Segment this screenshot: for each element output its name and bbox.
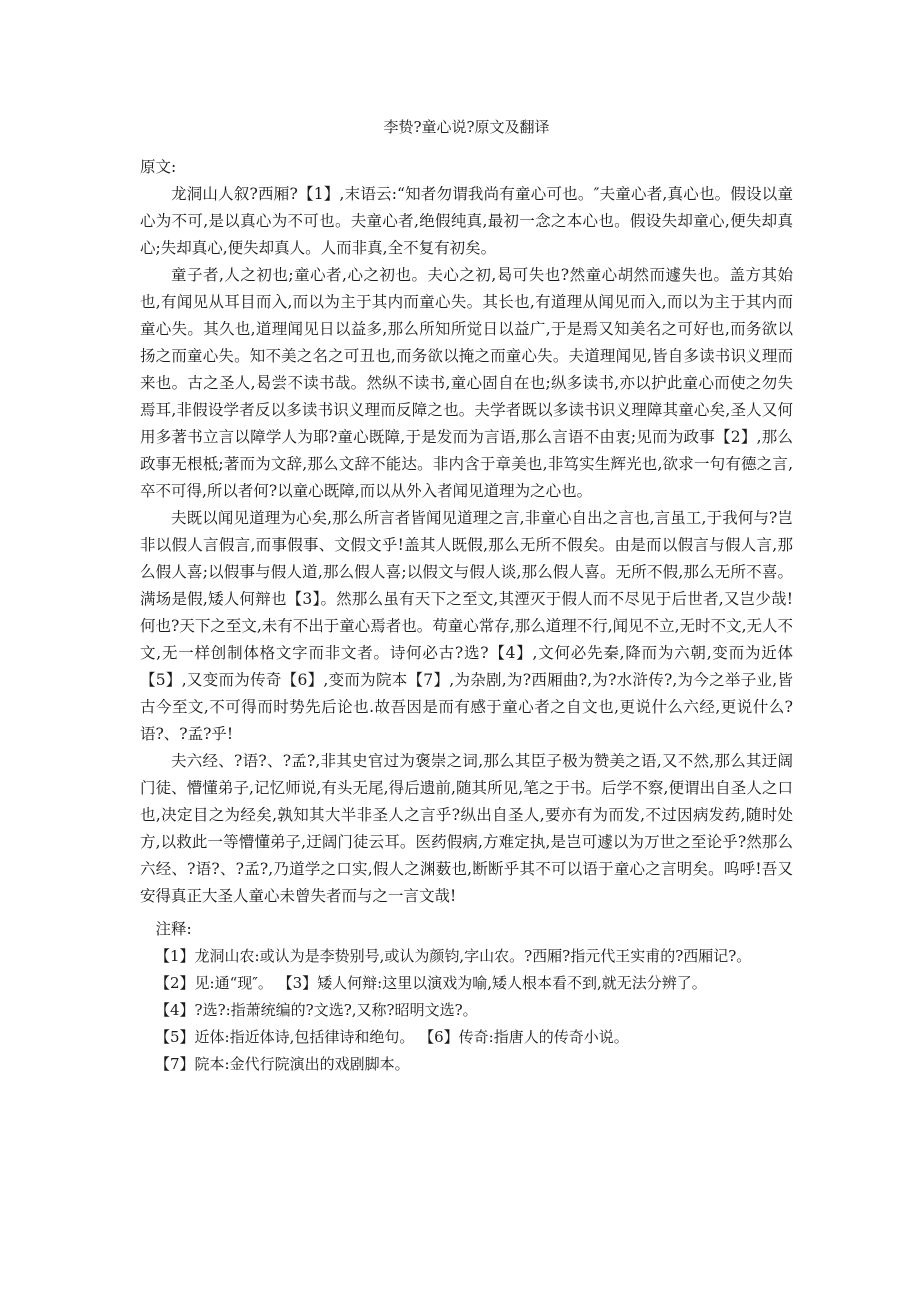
- paragraph-2: 童子者,人之初也;童心者,心之初也。夫心之初,曷可失也?然童心胡然而遽失也。盖方其始也,有闻见从耳目而入,而以为主于其内而童心失。其长也,有道理从闻见而入,而以为主于其内而童心失。其久也,道理闻见日以益多,那么所知所觉日以益广,于是焉又知美名之可好也,而务欲以扬之而童心失。知不美之名之可丑也,而务欲以掩之而童心失。夫道理闻见,皆自多读书识义理而来也。古之圣人,曷尝不读书哉。然纵不读书,童心固自在也;纵多读书,亦以护此童心而使之勿失焉耳,非假设学者反以多读书识义理而反障之也。夫学者既以多读书识义理障其童心矣,圣人又何用多著书立言以障学人为耶?童心既障,于是发而为言语,那么言语不由衷;见而为政事【2】,那么政事无根柢;著而为文辞,那么文辞不能达。非内含于章美也,非笃实生辉光也,欲求一句有德之言,卒不可得,所以者何?以童心既障,而以从外入者闻见道理为之心也。: [140, 266, 793, 500]
- document-page: [140, 112, 793, 1078]
- note-5-6: 【5】近体:指近体诗,包括律诗和绝句。 【6】传奇:指唐人的传奇小说。: [155, 1028, 629, 1046]
- paragraph-1: 龙洞山人叙?西厢?【1】,末语云:“知者勿谓我尚有童心可也。″夫童心者,真心也。假设以童心为不可,是以真心为不可也。夫童心者,绝假纯真,最初一念之本心也。假设失却童心,便失却真心;失却真心,便失却真人。人而非真,全不复有初矣。: [140, 185, 793, 257]
- note-7: 【7】院本:金代行院演出的戏剧脚本。: [155, 1055, 410, 1073]
- note-2-3: 【2】见:通“现″。 【3】矮人何辩:这里以演戏为喻,矮人根本看不到,就无法分辨了。: [155, 974, 707, 992]
- note-4: 【4】?选?:指萧统编的?文选?,又称?昭明文选?。: [155, 1001, 478, 1019]
- document-title: 李贽?童心说?原文及翻译: [383, 118, 550, 136]
- paragraph-3: 夫既以闻见道理为心矣,那么所言者皆闻见道理之言,非童心自出之言也,言虽工,于我何与?岂非以假人言假言,而事假事、文假文乎!盖其人既假,那么无所不假矣。由是而以假言与假人言,那么假人喜;以假事与假人道,那么假人喜;以假文与假人谈,那么假人喜。无所不假,那么无所不喜。满场是假,矮人何辩也【3】。然那么虽有天下之至文,其湮灭于假人而不尽见于后世者,又岂少哉!何也?天下之至文,未有不出于童心焉者也。苟童心常存,那么道理不行,闻见不立,无时不文,无人不文,无一样创制体格文字而非文者。诗何必古?选?【4】,文何必先秦,降而为六朝,变而为近体【5】,又变而为传奇【6】,变而为院本【7】,为杂剧,为?西厢曲?,为?水浒传?,为今之举子业,皆古今至文,不可得而时势先后论也.故吾因是而有感于童心者之自文也,更说什么六经,更说什么?语?、?孟?乎!: [140, 509, 793, 743]
- note-1: 【1】龙洞山农:或认为是李贽别号,或认为颜钧,字山农。?西厢?指元代王实甫的?西厢记?。: [155, 947, 752, 965]
- original-label: 原文:: [140, 158, 177, 176]
- notes-label: 注释:: [155, 920, 192, 938]
- paragraph-4: 夫六经、?语?、?孟?,非其史官过为褒崇之词,那么其臣子极为赞美之语,又不然,那么其迂阔门徒、懵懂弟子,记忆师说,有头无尾,得后遗前,随其所见,笔之于书。后学不察,便谓出自圣人之口也,决定目之为经矣,孰知其大半非圣人之言乎?纵出自圣人,要亦有为而发,不过因病发药,随时处方,以救此一等懵懂弟子,迂阔门徒云耳。医药假病,方难定执,是岂可遽以为万世之至论乎?然那么六经、?语?、?孟?,乃道学之口实,假人之渊薮也,断断乎其不可以语于童心之言明矣。呜呼!吾又安得真正大圣人童心未曾失者而与之一言文哉!: [140, 752, 793, 905]
